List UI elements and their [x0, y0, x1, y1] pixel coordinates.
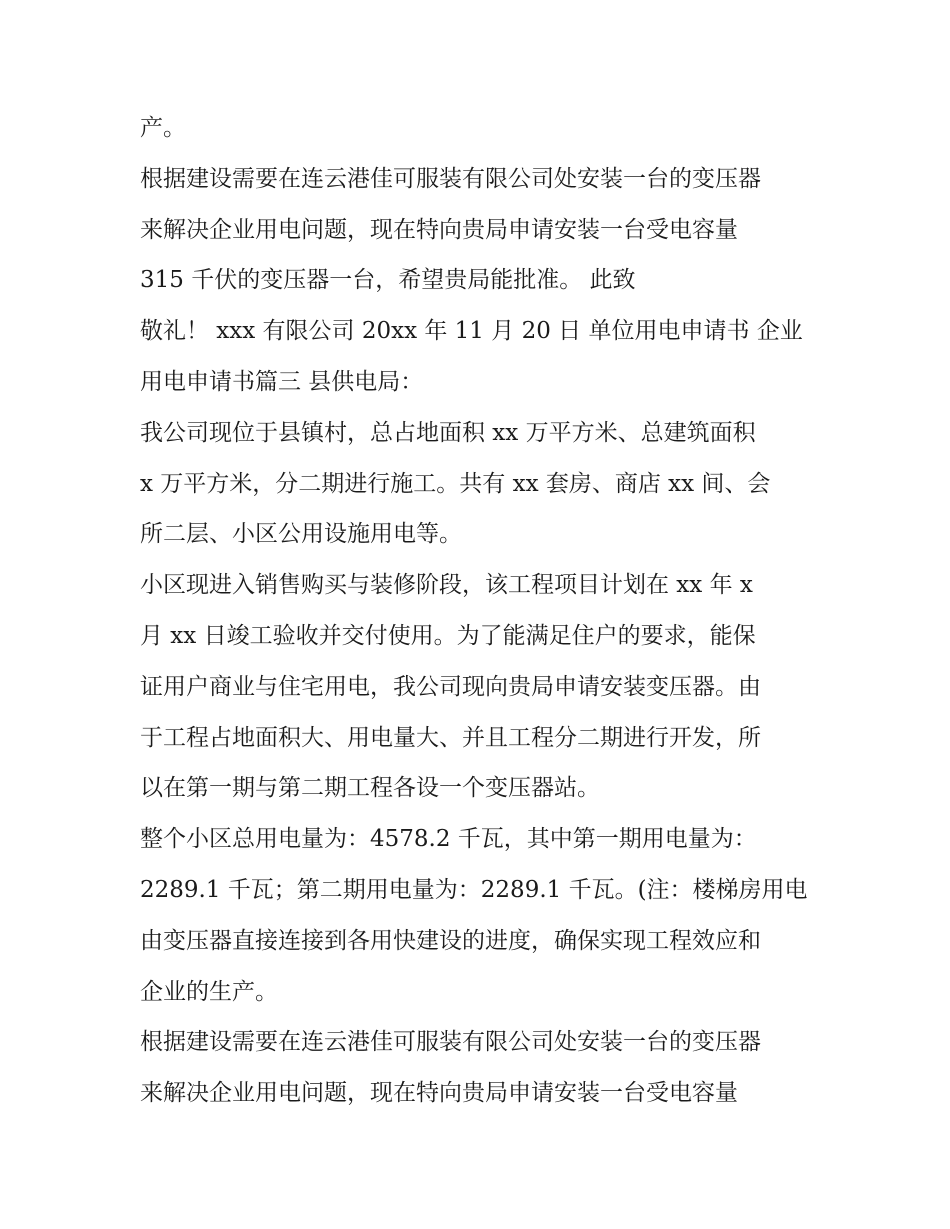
text-line: 315 千伏的变压器一台，希望贵局能批准。 此致 — [140, 267, 636, 294]
text-line: 敬礼！ xxx 有限公司 20xx 年 11 月 20 日 单位用电申请书 企业 — [140, 318, 803, 345]
text-line: 用电申请书篇三 县供电局： — [140, 368, 424, 395]
text-line: x 万平方米，分二期进行施工。共有 xx 套房、商店 xx 间、会 — [140, 470, 771, 497]
text-line: 所二层、小区公用设施用电等。 — [140, 521, 462, 548]
text-line: 产。 — [140, 115, 186, 141]
text-line: 企业的生产。 — [140, 978, 278, 1005]
text-line: 2289.1 千瓦；第二期用电量为：2289.1 千瓦。(注：楼梯房用电 — [140, 876, 808, 903]
text-line: 来解决企业用电问题，现在特向贵局申请安装一台受电容量 — [140, 1080, 738, 1107]
text-line: 证用户商业与住宅用电，我公司现向贵局申请安装变压器。由 — [140, 673, 761, 700]
text-line: 我公司现位于县镇村，总占地面积 xx 万平方米、总建筑面积 — [140, 419, 756, 446]
text-line: 由变压器直接连接到各用快建设的进度，确保实现工程效应和 — [140, 927, 761, 954]
document-body — [140, 103, 830, 1119]
text-line: 月 xx 日竣工验收并交付使用。为了能满足住户的要求，能保 — [140, 622, 756, 649]
text-line: 来解决企业用电问题，现在特向贵局申请安装一台受电容量 — [140, 216, 738, 243]
text-line: 根据建设需要在连云港佳可服装有限公司处安装一台的变压器 — [140, 1029, 761, 1056]
text-line: 小区现进入销售购买与装修阶段，该工程项目计划在 xx 年 x — [140, 572, 753, 599]
text-line: 根据建设需要在连云港佳可服装有限公司处安装一台的变压器 — [140, 165, 761, 192]
text-line: 于工程占地面积大、用电量大、并且工程分二期进行开发，所 — [140, 724, 761, 751]
text-line: 以在第一期与第二期工程各设一个变压器站。 — [140, 775, 600, 802]
text-line: 整个小区总用电量为：4578.2 千瓦，其中第一期用电量为： — [140, 826, 757, 853]
